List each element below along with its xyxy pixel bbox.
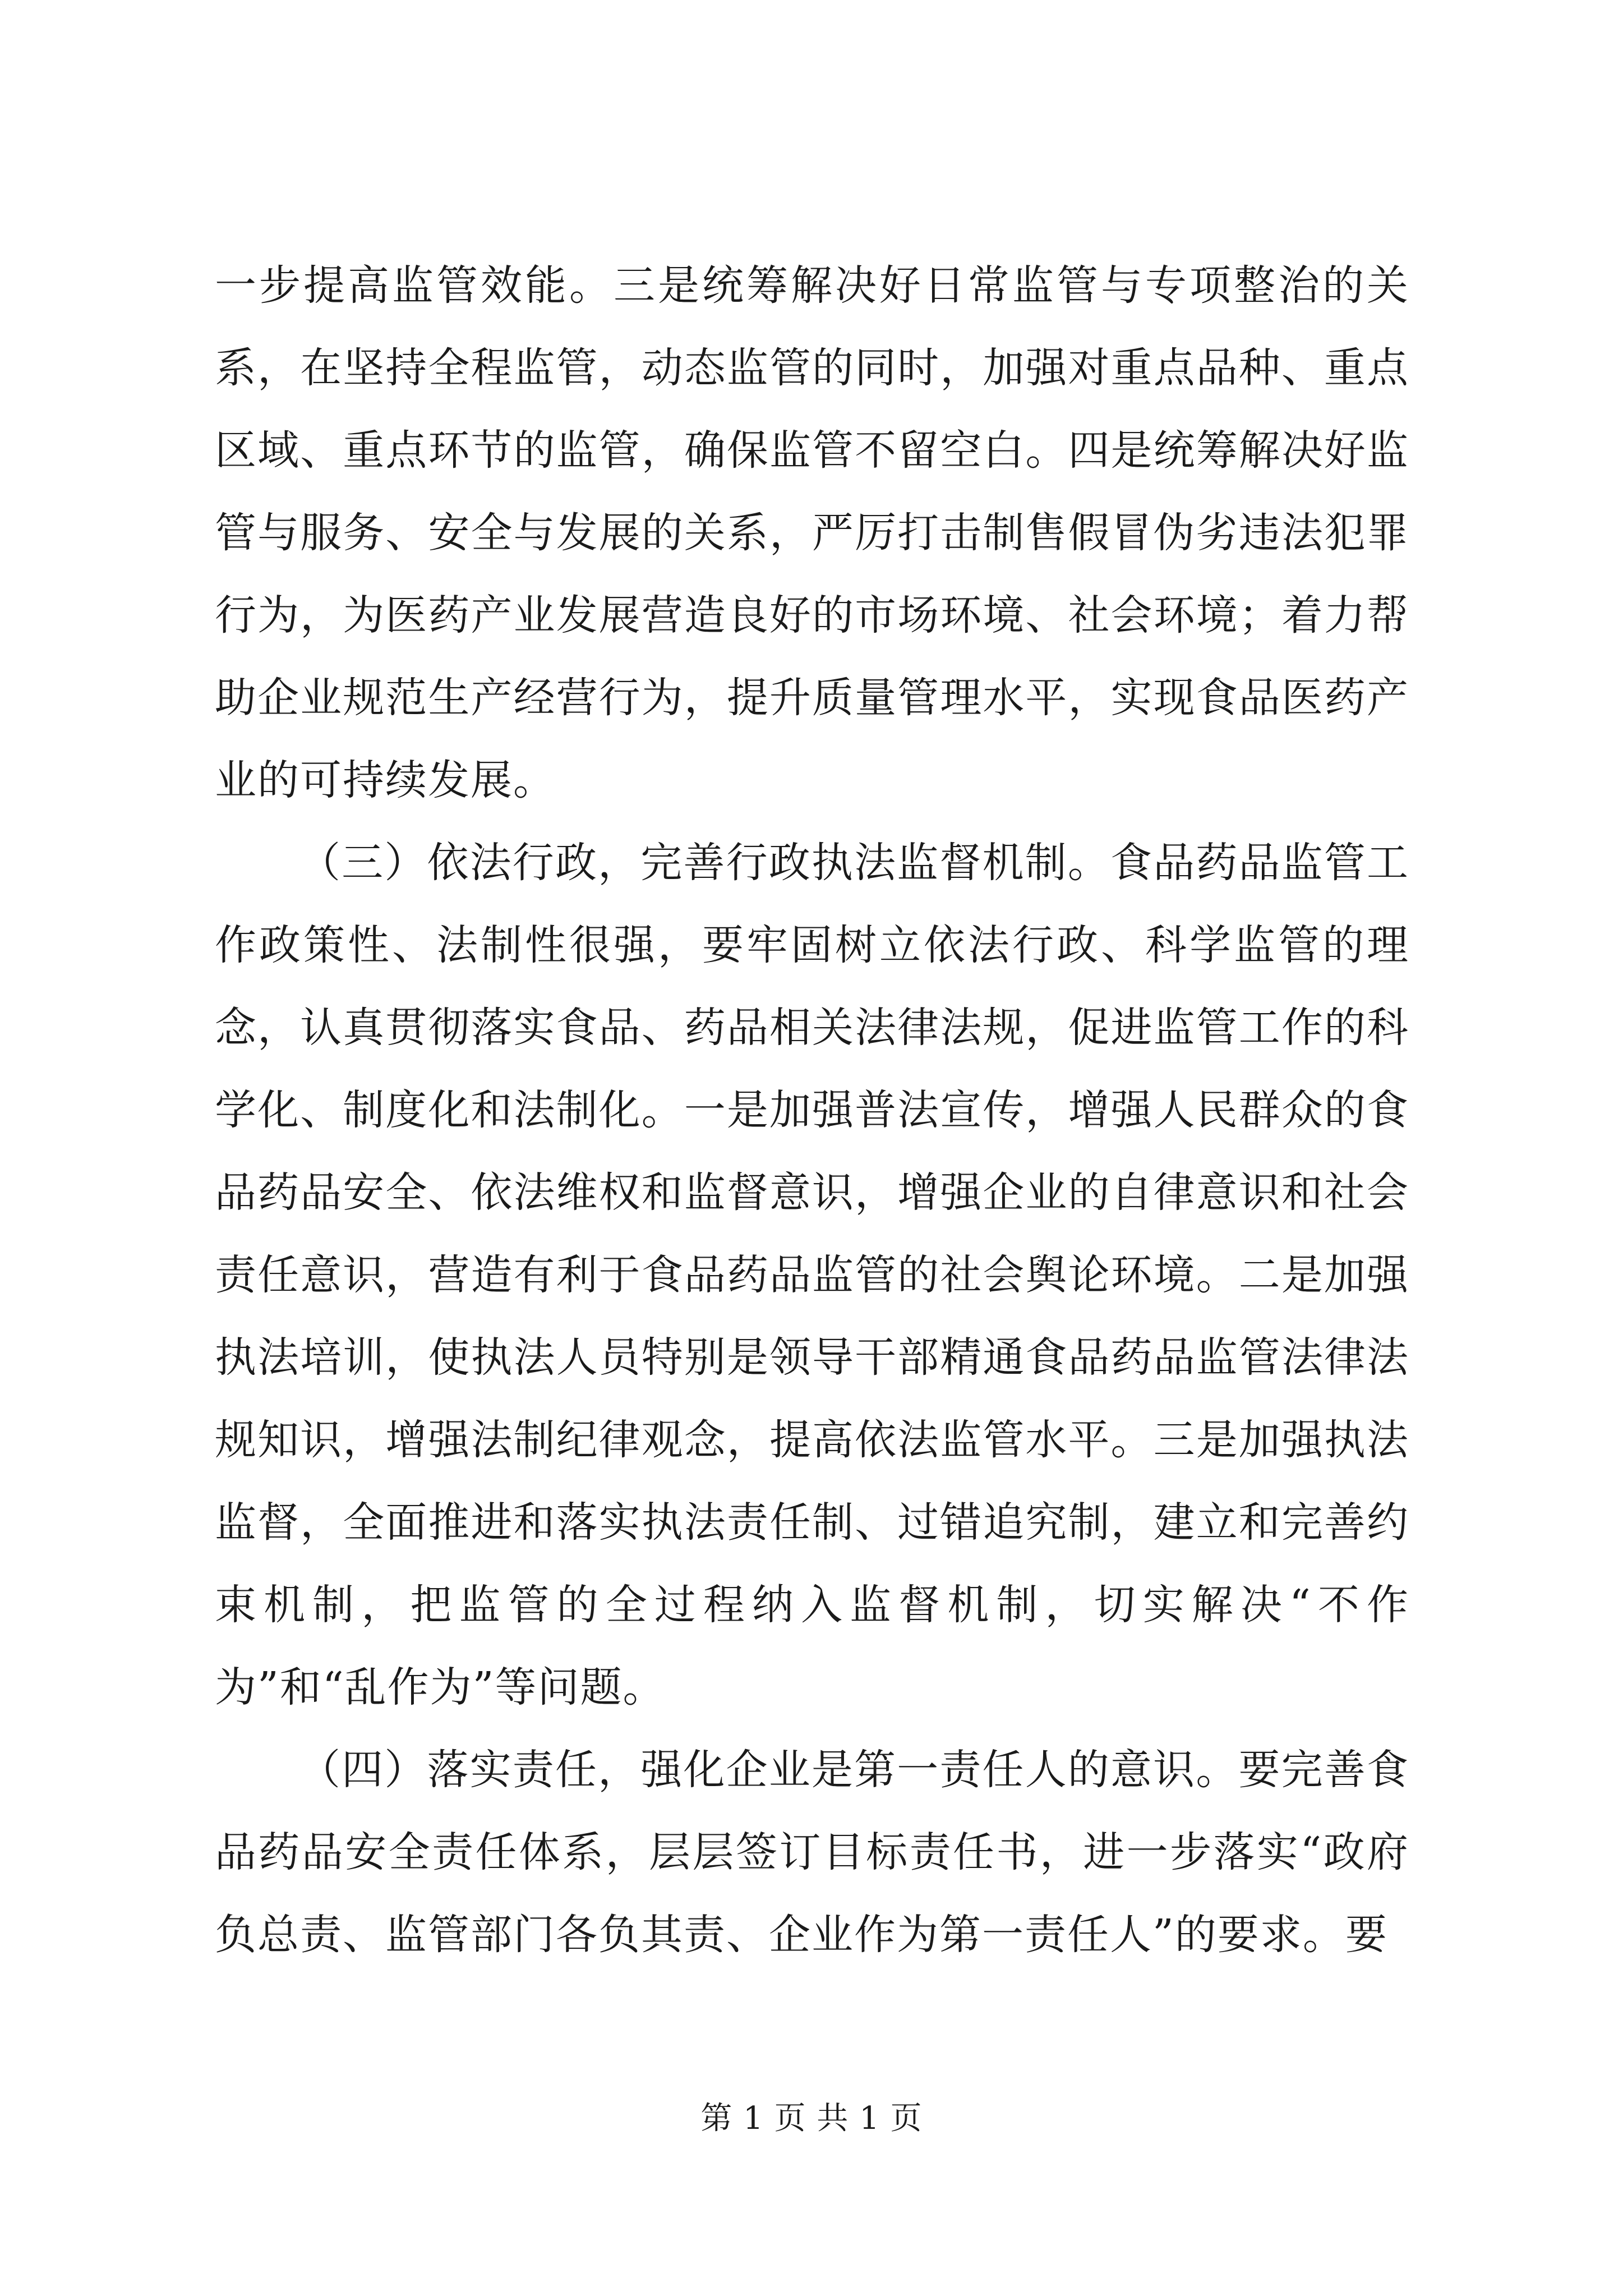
page-footer: 第 1 页 共 1 页 bbox=[700, 2100, 923, 2137]
paragraph-continuation: 一步提高监管效能。三是统筹解决好日常监管与专项整治的关系，在坚持全程监管，动态监管的同时，加强对重点品种、重点区域、重点环节的监管，确保监管不留空白。四是统筹解决好监管与服务、安全与发展的关系，严厉打击制售假冒伪劣违法犯罪行为，为医药产业发展营造良好的市场环境、社会环境；着力帮助企业规范生产经营行为，提升质量管理水平，实现食品医药产业的可持续发展。 bbox=[215, 261, 1409, 804]
paragraph-section-four: （四）落实责任，强化企业是第一责任人的意识。要完善食品药品安全责任体系，层层签订目标责任书，进一步落实“政府负总责、监管部门各负其责、企业作为第一责任人”的要求。要 bbox=[215, 1746, 1409, 1959]
paragraph-section-three: （三）依法行政，完善行政执法监督机制。食品药品监管工作政策性、法制性很强，要牢固树立依法行政、科学监管的理念，认真贯彻落实食品、药品相关法律法规，促进监管工作的科学化、制度化和法制化。一是加强普法宣传，增强人民群众的食品药品安全、依法维权和监督意识，增强企业的自律意识和社会责任意识，营造有利于食品药品监管的社会舆论环境。二是加强执法培训，使执法人员特别是领导干部精通食品药品监管法律法规知识，增强法制纪律观念，提高依法监管水平。三是加强执法监督，全面推进和落实执法责任制、过错追究制，建立和完善约束机制，把监管的全过程纳入监督机制，切实解决“不作为”和“乱作为”等问题。 bbox=[215, 839, 1409, 1711]
document-body bbox=[215, 245, 1409, 1976]
